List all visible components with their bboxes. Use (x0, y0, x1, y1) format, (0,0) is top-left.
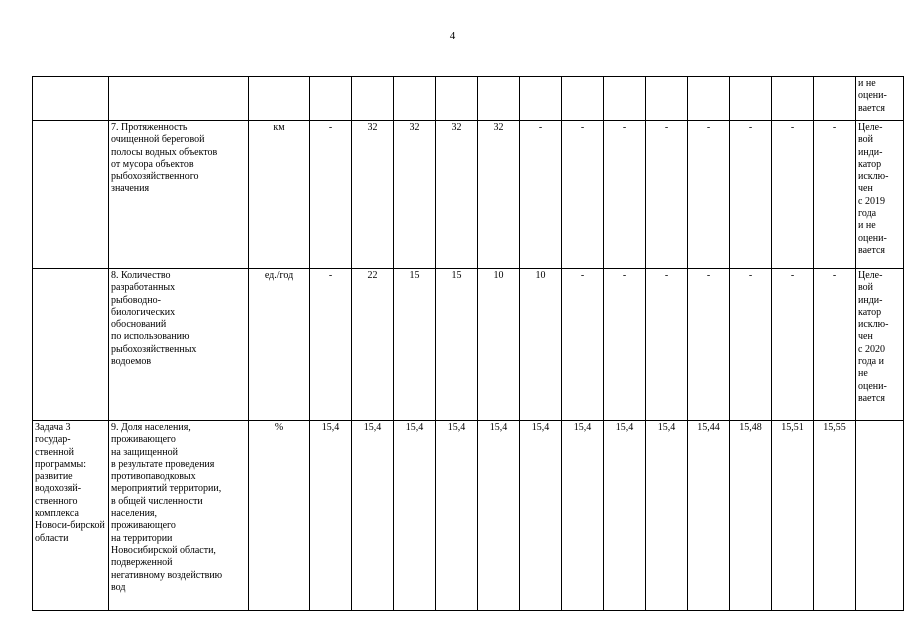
task-cell (33, 269, 109, 421)
value-cell: - (688, 269, 730, 421)
value-cell: - (310, 269, 352, 421)
value-cell: 10 (520, 269, 562, 421)
table-row (33, 77, 904, 121)
table-row (33, 269, 904, 421)
value-cell: - (520, 121, 562, 269)
indicator-cell: 8. Количество разработанных рыбоводно- биологических обоснований по использованию рыбохозяйственных водоемов (109, 269, 249, 421)
value-cell: 15,4 (520, 421, 562, 611)
value-cell: - (646, 121, 688, 269)
task-cell: Задача 3 государ-ственной программы: развитие водохозяй-ственного комплекса Новоси-бирской области (33, 421, 109, 611)
value-cell: - (604, 121, 646, 269)
note-cell: Целе- вой инди- катор исклю- чен с 2019 года и не оцени- вается (856, 121, 904, 269)
value-cell: - (646, 269, 688, 421)
table-row (33, 121, 904, 269)
value-cell (772, 77, 814, 121)
value-cell: 15,4 (604, 421, 646, 611)
value-cell: 32 (478, 121, 520, 269)
value-cell (646, 77, 688, 121)
unit-cell (249, 77, 310, 121)
task-cell (33, 121, 109, 269)
value-cell: 15,55 (814, 421, 856, 611)
task-cell (33, 77, 109, 121)
value-cell (436, 77, 478, 121)
unit-cell: % (249, 421, 310, 611)
indicator-cell (109, 77, 249, 121)
table-row (33, 421, 904, 611)
note-cell: и не оцени- вается (856, 77, 904, 121)
value-cell (604, 77, 646, 121)
value-cell: 15,4 (436, 421, 478, 611)
value-cell: - (562, 269, 604, 421)
value-cell (688, 77, 730, 121)
unit-cell: км (249, 121, 310, 269)
value-cell (814, 77, 856, 121)
value-cell (730, 77, 772, 121)
value-cell: 32 (352, 121, 394, 269)
value-cell: - (814, 121, 856, 269)
value-cell: 15,4 (478, 421, 520, 611)
value-cell: 22 (352, 269, 394, 421)
value-cell (478, 77, 520, 121)
value-cell: - (310, 121, 352, 269)
value-cell: 15,4 (352, 421, 394, 611)
page-number: 4 (449, 30, 456, 42)
value-cell (562, 77, 604, 121)
value-cell: 15 (394, 269, 436, 421)
indicator-table (32, 76, 904, 611)
value-cell: - (730, 269, 772, 421)
value-cell: - (604, 269, 646, 421)
value-cell (352, 77, 394, 121)
indicator-cell: 9. Доля населения, проживающего на защищенной в результате проведения противопаводковых мероприятий территории, в общей численности населения, проживающего на территории Новосибирской области, подверженной негативному воздействию вод (109, 421, 249, 611)
indicator-cell: 7. Протяженность очищенной береговой полосы водных объектов от мусора объектов рыбохозяйственного значения (109, 121, 249, 269)
value-cell: 32 (436, 121, 478, 269)
value-cell: 15,4 (394, 421, 436, 611)
value-cell: 32 (394, 121, 436, 269)
value-cell: - (562, 121, 604, 269)
value-cell (520, 77, 562, 121)
value-cell: - (772, 269, 814, 421)
note-cell (856, 421, 904, 611)
note-cell: Целе- вой инди- катор исклю- чен с 2020 года и не оцени- вается (856, 269, 904, 421)
value-cell (394, 77, 436, 121)
value-cell: 15,4 (310, 421, 352, 611)
value-cell: 15 (436, 269, 478, 421)
table-body (33, 77, 904, 611)
value-cell: 15,4 (646, 421, 688, 611)
value-cell: 10 (478, 269, 520, 421)
value-cell: - (772, 121, 814, 269)
value-cell: - (730, 121, 772, 269)
value-cell (310, 77, 352, 121)
value-cell: 15,44 (688, 421, 730, 611)
unit-cell: ед./год (249, 269, 310, 421)
value-cell: - (688, 121, 730, 269)
value-cell: 15,51 (772, 421, 814, 611)
value-cell: - (814, 269, 856, 421)
value-cell: 15,4 (562, 421, 604, 611)
value-cell: 15,48 (730, 421, 772, 611)
